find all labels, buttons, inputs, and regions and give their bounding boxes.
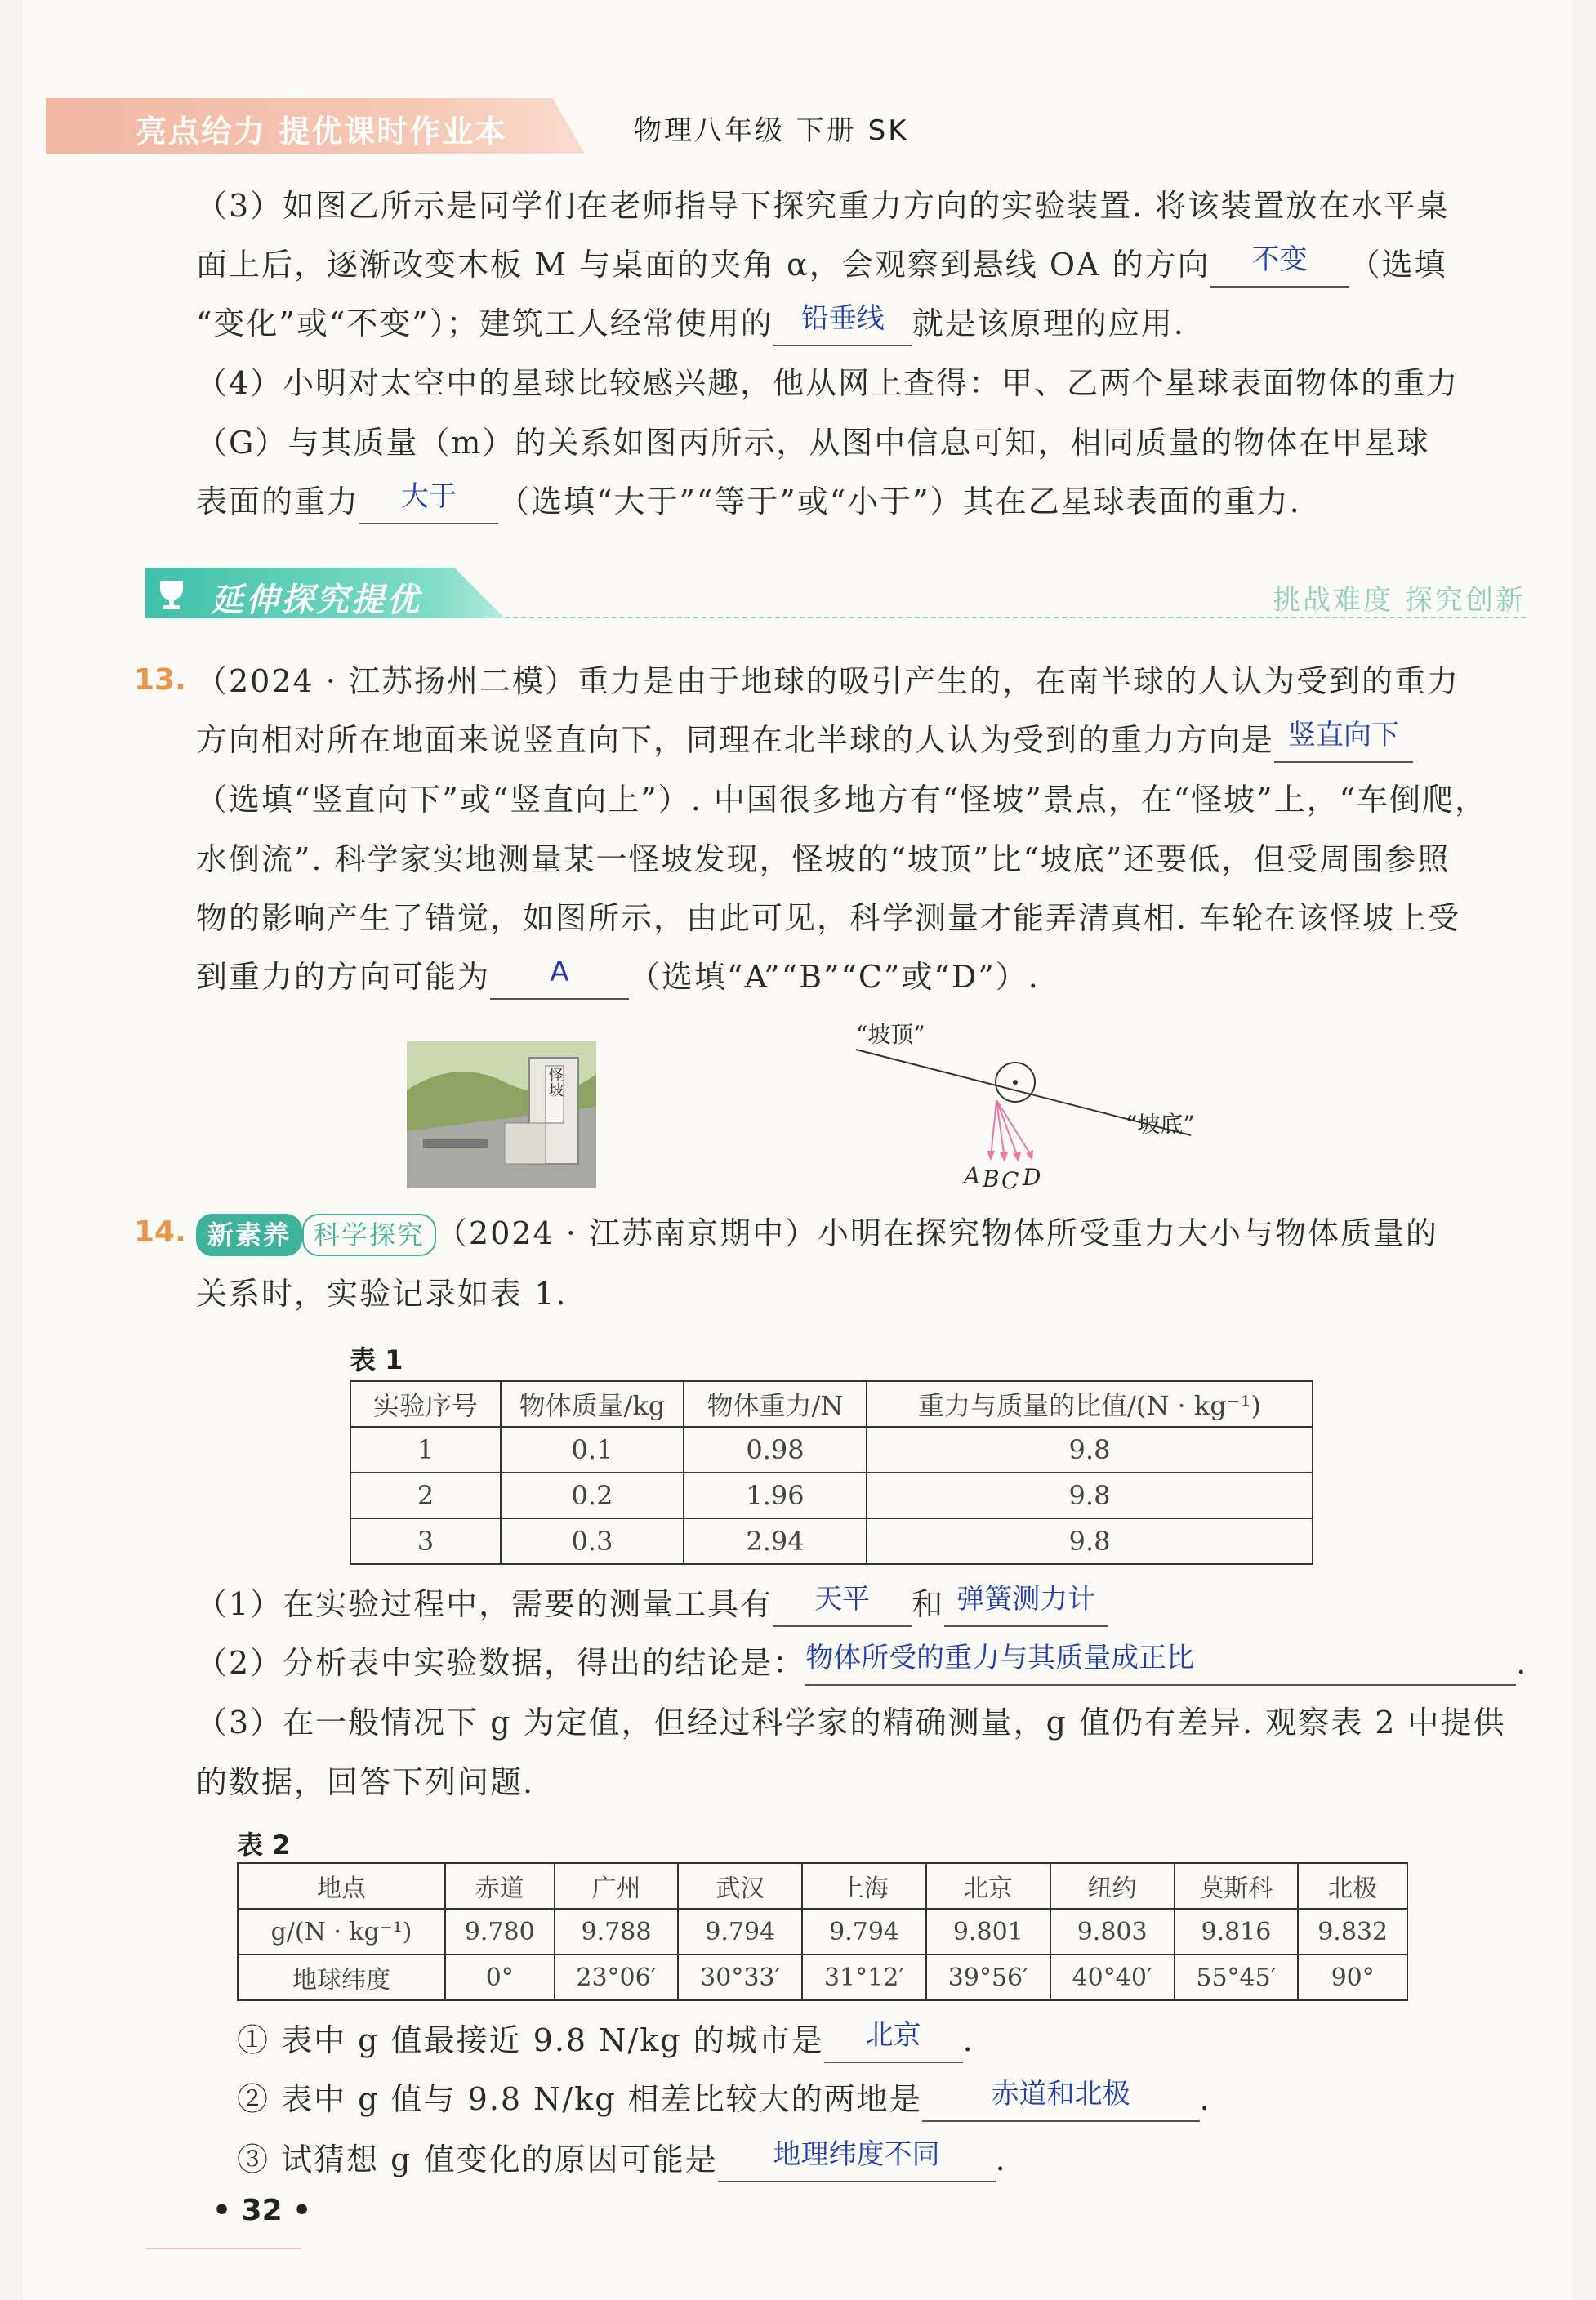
table-cell: 30°33′ [678, 1955, 802, 2000]
table-row [350, 1518, 1313, 1564]
q13-line4: 水倒流”. 科学家实地测量某一怪坡发现，怪坡的“坡顶”比“坡底”还要低，但受周围参照 [196, 841, 1451, 877]
table-cell: 北京 [926, 1863, 1050, 1909]
section-divider [505, 617, 1526, 618]
table1-header-row [350, 1381, 1313, 1427]
table-cell: 9.780 [445, 1909, 555, 1955]
arrow-a-line [991, 1100, 996, 1157]
text: （2024 · 江苏南京期中）小明在探究物体所受重力大小与物体质量的 [436, 1215, 1438, 1251]
table-cell: 0° [445, 1955, 555, 2000]
q14-s2 [237, 2079, 1211, 2122]
table-cell: 上海 [802, 1863, 926, 1909]
answer-text: 物体所受的重力与其质量成正比 [805, 1642, 1195, 1674]
q14-line2: 关系时，实验记录如表 1. [196, 1276, 568, 1312]
table-cell: 55°45′ [1175, 1955, 1299, 2000]
answer-text: 大于 [401, 480, 457, 513]
table-cell: 1.96 [684, 1473, 867, 1518]
table-cell: 90° [1298, 1955, 1407, 2000]
table-cell: 2.94 [684, 1518, 867, 1564]
new-literacy-badge: 新素养 [196, 1214, 302, 1256]
arrow-label-a: A [964, 1162, 981, 1189]
q13-line2 [196, 720, 1413, 763]
text: ③ 试猜想 g 值变化的原因可能是 [237, 2142, 718, 2177]
q13-line1: （2024 · 江苏扬州二模）重力是由于地球的吸引产生的，在南半球的人认为受到的重力 [196, 663, 1460, 699]
answer-blank [359, 480, 498, 524]
q13-number: 13. [134, 663, 186, 697]
answer-blank [1210, 243, 1349, 288]
book-title: 物理八年级 下册 SK [634, 114, 909, 147]
text: . [962, 2022, 974, 2058]
q14-p2 [196, 1643, 1527, 1686]
q13-line6 [196, 957, 1040, 1000]
q12-p3-line1: （3）如图乙所示是同学们在老师指导下探究重力方向的实验装置. 将该装置放在水平桌 [196, 188, 1450, 224]
section-subtitle: 挑战难度 探究创新 [1273, 584, 1526, 617]
table-row [350, 1473, 1313, 1518]
table-cell: 9.8 [867, 1427, 1313, 1473]
q12-p4-line1: （4）小明对太空中的星球比较感兴趣，他从网上查得：甲、乙两个星球表面物体的重力 [196, 365, 1460, 401]
table-cell: 9.794 [678, 1909, 802, 1955]
q12-p4-line3 [196, 482, 1301, 524]
q14-s1 [237, 2021, 974, 2063]
q13-line5: 物的影响产生了错觉，如图所示，由此可见，科学测量才能弄清真相. 车轮在该怪坡上受 [196, 900, 1461, 936]
text: . [1199, 2081, 1211, 2117]
wheel-center [1013, 1080, 1018, 1085]
table1-header: 重力与质量的比值/(N · kg⁻¹) [867, 1381, 1313, 1427]
table-cell: 北极 [1298, 1863, 1407, 1909]
table-cell: 23°06′ [555, 1955, 679, 2000]
answer-blank [773, 302, 912, 346]
section-banner [145, 568, 1526, 618]
q14-number: 14. [134, 1215, 186, 1249]
text: ① 表中 g 值最接近 9.8 N/kg 的城市是 [237, 2022, 824, 2058]
table-row [238, 1863, 1407, 1909]
table-row [238, 1955, 1407, 2000]
table-cell: 9.8 [867, 1518, 1313, 1564]
text: （1）在实验过程中，需要的测量工具有 [196, 1586, 773, 1622]
table-cell: 0.2 [501, 1473, 684, 1518]
table-cell: 地球纬度 [238, 1955, 445, 2000]
answer-blank [490, 956, 629, 1000]
answer-blank [805, 1642, 1516, 1686]
slope-diagram [823, 1017, 1248, 1205]
q14-p3-line2: 的数据，回答下列问题. [196, 1764, 535, 1800]
table-cell: 9.794 [802, 1909, 926, 1955]
table1-caption: 表 1 [350, 1344, 403, 1375]
table-cell: 0.98 [684, 1427, 867, 1473]
text: 到重力的方向可能为 [196, 959, 491, 995]
q13-line3: （选填“竖直向下”或“竖直向上”）. 中国很多地方有“怪坡”景点，在“怪坡”上，“车倒爬， [196, 782, 1488, 818]
table-cell: 3 [350, 1518, 501, 1564]
trophy-icon [154, 576, 189, 612]
table-cell: 40°40′ [1050, 1955, 1175, 2000]
table-cell: g/(N · kg⁻¹) [238, 1909, 445, 1955]
page-header [46, 98, 1573, 154]
text: 和 [912, 1586, 945, 1622]
q14-p1 [196, 1585, 1108, 1627]
slope-bottom-label: “坡底” [1126, 1111, 1195, 1138]
answer-text: 不变 [1251, 243, 1308, 276]
section-title: 延伸探究提优 [211, 582, 421, 619]
table-cell: 9.801 [926, 1909, 1050, 1955]
arrow-label-b: B [983, 1166, 1000, 1192]
text: 就是该原理的应用. [912, 305, 1185, 341]
arrow-label-c: C [1001, 1167, 1019, 1194]
answer-blank [1274, 719, 1413, 763]
arrow-label-d: D [1023, 1164, 1041, 1191]
table1-header: 物体质量/kg [501, 1381, 684, 1427]
science-inquiry-badge: 科学探究 [302, 1214, 436, 1256]
text: 面上后，逐渐改变木板 M 与桌面的夹角 α，会观察到悬线 OA 的方向 [196, 247, 1210, 283]
q12-p4-line2: （G）与其质量（m）的关系如图丙所示，从图中信息可知，相同质量的物体在甲星球 [196, 425, 1430, 461]
series-title: 亮点给力 提优课时作业本 [136, 114, 508, 149]
table-cell: 地点 [238, 1863, 445, 1909]
answer-text: 天平 [814, 1583, 871, 1616]
answer-blank [922, 2078, 1200, 2122]
table-cell: 9.832 [1298, 1909, 1407, 1955]
text: （选填“大于”“等于”或“小于”）其在乙星球表面的重力. [498, 484, 1301, 519]
answer-blank [824, 2019, 963, 2063]
q12-p3-line3 [196, 304, 1185, 346]
table-cell: 9.788 [555, 1909, 679, 1955]
arrow-b-head [1000, 1152, 1008, 1162]
answer-text: 竖直向下 [1288, 719, 1400, 751]
q12-p3-line2 [196, 245, 1447, 288]
table1-header: 物体重力/N [684, 1381, 867, 1427]
q14-line1 [196, 1214, 1438, 1256]
table-cell: 莫斯科 [1175, 1863, 1299, 1909]
table2-caption: 表 2 [237, 1830, 291, 1861]
table-cell: 1 [350, 1427, 501, 1473]
answer-blank [718, 2138, 996, 2182]
q14-p3-line1: （3）在一般情况下 g 为定值，但经过科学家的精确测量，g 值仍有差异. 观察表 2 中提供 [196, 1705, 1506, 1741]
text: （选填“A”“B”“C”或“D”）. [629, 959, 1040, 995]
table-cell: 0.1 [501, 1427, 684, 1473]
answer-text: 铅垂线 [800, 302, 885, 335]
strange-slope-photo [407, 1041, 596, 1188]
q14-s3 [237, 2140, 1007, 2182]
slope-top-label: “坡顶” [856, 1021, 925, 1048]
text: （2）分析表中实验数据，得出的结论是： [196, 1645, 806, 1681]
table1-header: 实验序号 [350, 1381, 501, 1427]
text: . [995, 2142, 1007, 2177]
text: “变化”或“不变”）；建筑工人经常使用的 [196, 305, 773, 341]
text: . [1516, 1645, 1528, 1681]
photo-sign-text: 怪坡 [546, 1068, 564, 1097]
answer-text: 弹簧测力计 [956, 1583, 1096, 1616]
table2 [237, 1862, 1408, 2001]
table-cell: 武汉 [678, 1863, 802, 1909]
table-cell: 广州 [555, 1863, 679, 1909]
table-cell: 9.816 [1175, 1909, 1299, 1955]
text: 方向相对所在地面来说竖直向下，同理在北半球的人认为受到的重力方向是 [196, 722, 1275, 758]
table-cell: 0.3 [501, 1518, 684, 1564]
table-cell: 39°56′ [926, 1955, 1050, 2000]
table-cell: 9.803 [1050, 1909, 1175, 1955]
text: （选填 [1349, 247, 1447, 283]
answer-blank [944, 1583, 1108, 1627]
answer-text: 地理纬度不同 [773, 2138, 940, 2171]
page-number: • 32 • [212, 2194, 312, 2227]
table-row [238, 1909, 1407, 1955]
table-cell: 赤道 [445, 1863, 555, 1909]
table-cell: 9.8 [867, 1473, 1313, 1518]
text: ② 表中 g 值与 9.8 N/kg 相差比较大的两地是 [237, 2081, 922, 2117]
table-cell: 2 [350, 1473, 501, 1518]
answer-blank [773, 1583, 912, 1627]
arrow-c-head [1013, 1152, 1021, 1162]
answer-text: A [550, 956, 569, 988]
arrow-a-head [987, 1151, 995, 1161]
table-cell: 纽约 [1050, 1863, 1175, 1909]
text: 表面的重力 [196, 484, 360, 519]
answer-text: 赤道和北极 [991, 2078, 1130, 2111]
table-row [350, 1427, 1313, 1473]
answer-text: 北京 [865, 2019, 921, 2052]
footer-rule [145, 2248, 301, 2249]
page [23, 0, 1573, 2300]
table1 [350, 1380, 1313, 1565]
table-cell: 31°12′ [802, 1955, 926, 2000]
